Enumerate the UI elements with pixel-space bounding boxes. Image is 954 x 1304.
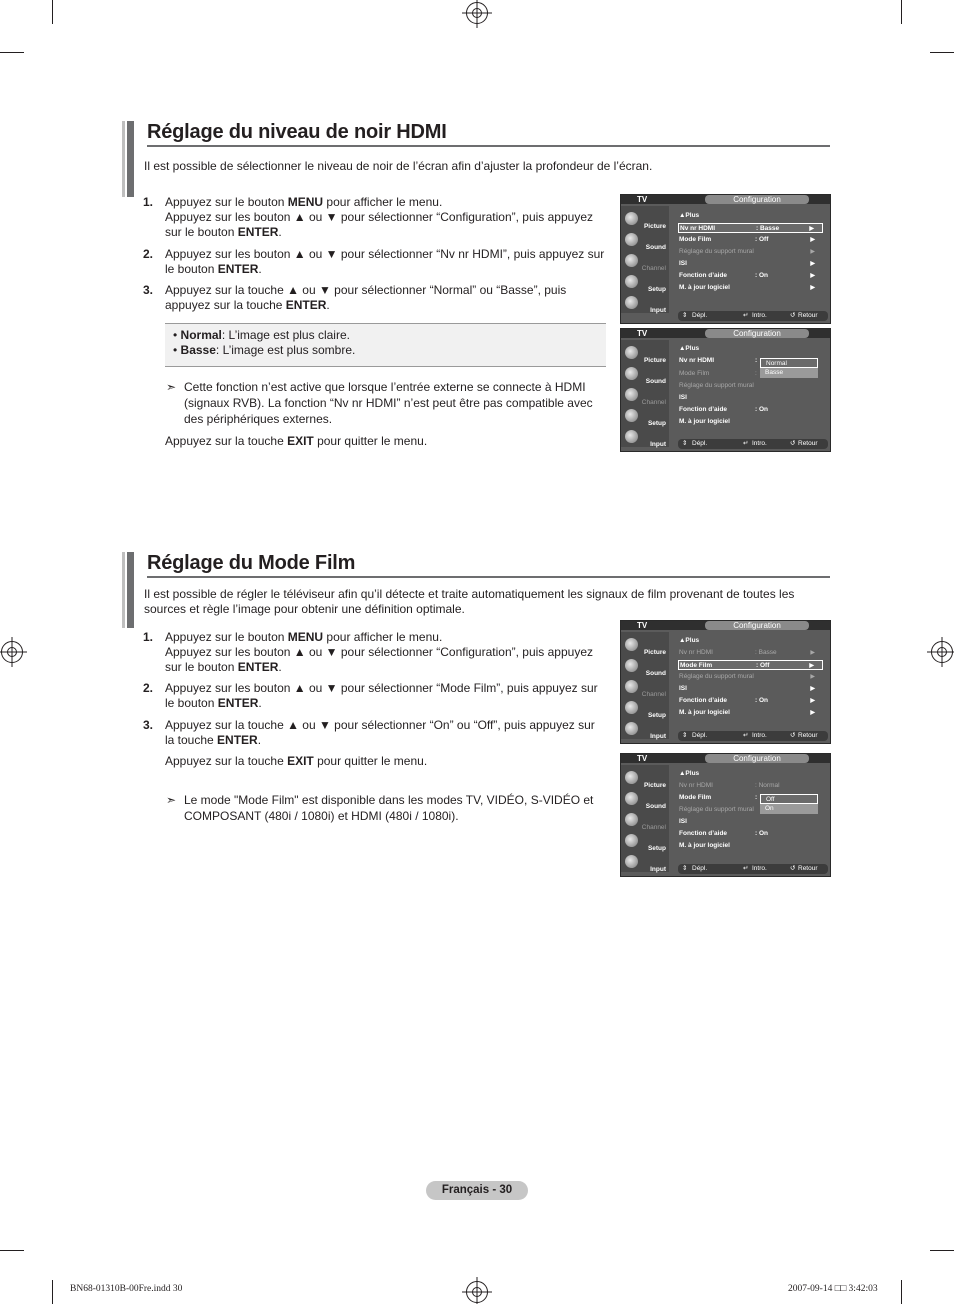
section-bar	[122, 552, 134, 628]
registration-mark-icon	[466, 2, 488, 24]
setup-icon	[625, 275, 638, 288]
osd-dropdown-option: On	[765, 805, 774, 812]
step-text: Appuyez sur le bouton MENU pour afficher le menu. Appuyez sur les bouton ▲ ou ▼ pour sélectionner “Configuration”, puis appuyez sur le bouton ENTER.	[165, 195, 593, 239]
osd-row: Fonction d’aide : On ▶	[679, 697, 815, 704]
osd-row: ISI	[679, 394, 687, 401]
tv-menu-screenshot	[620, 620, 831, 744]
registration-mark-icon	[931, 641, 953, 663]
osd-header: Configuration	[705, 754, 809, 763]
section-title: Réglage du Mode Film	[147, 552, 356, 574]
osd-row: Réglage du support mural	[679, 382, 754, 389]
step-number: 3.	[143, 283, 154, 297]
section-intro: Il est possible de sélectionner le niveau de noir de l’écran afin d’ajuster la profondeur de l’écran.	[144, 159, 653, 173]
osd-footer: ⇕ Dépl. ↵ Intro. ↺ Retour	[678, 439, 828, 449]
enter-icon: ↵	[743, 440, 749, 447]
channel-icon	[625, 680, 638, 693]
osd-sidebar-setup: Setup	[621, 699, 669, 720]
osd-sidebar-sound: Sound	[621, 231, 669, 252]
osd-row: Mode Film : Off ▶	[678, 660, 823, 670]
crop-mark	[0, 1250, 24, 1251]
osd-row: Mode Film : Off ▶	[679, 236, 815, 243]
step-number: 2.	[143, 681, 154, 695]
setup-icon	[625, 701, 638, 714]
step-number: 1.	[143, 195, 154, 209]
osd-sidebar-channel: Channel	[621, 811, 669, 832]
osd-dropdown	[760, 358, 818, 378]
input-icon	[625, 722, 638, 735]
step-number: 3.	[143, 718, 154, 732]
crop-mark	[52, 1280, 53, 1304]
crop-mark	[930, 1250, 954, 1251]
osd-sidebar	[621, 632, 669, 739]
osd-tv-label: TV	[637, 621, 648, 630]
osd-header: Configuration	[705, 329, 809, 338]
osd-row: Réglage du support mural ▶	[679, 248, 815, 255]
osd-tv-label: TV	[637, 195, 648, 204]
osd-plus: ▲Plus	[679, 770, 700, 777]
osd-tv-label: TV	[637, 754, 648, 763]
exit-instruction: Appuyez sur la touche EXIT pour quitter le menu.	[165, 434, 428, 448]
osd-row: Mode Film :	[679, 370, 757, 377]
osd-row: M. à jour logiciel	[679, 842, 730, 849]
osd-dropdown	[760, 794, 818, 814]
osd-tv-label: TV	[637, 329, 648, 338]
osd-sidebar-input: Input	[621, 720, 669, 741]
osd-row: M. à jour logiciel	[679, 418, 730, 425]
osd-row: M. à jour logiciel ▶	[679, 709, 815, 716]
note-arrow-icon: ➣	[166, 793, 177, 807]
picture-icon	[625, 346, 638, 359]
osd-row: Mode Film :	[679, 794, 758, 801]
osd-plus: ▲Plus	[679, 212, 700, 219]
date-slug: 2007-09-14 □□ 3:42:03	[788, 1284, 878, 1294]
osd-sidebar-picture: Picture	[621, 344, 669, 365]
section-divider	[147, 145, 830, 147]
note-text: Cette fonction n’est active que lorsque l’entrée externe se connecte à HDMI (signaux RVB). La fonction “Nv nr HDMI” n’est peut être pas compatible avec des périphériques externes.	[184, 380, 593, 426]
osd-footer: ⇕ Dépl. ↵ Intro. ↺ Retour	[678, 864, 828, 874]
picture-icon	[625, 771, 638, 784]
osd-sidebar-channel: Channel	[621, 678, 669, 699]
option-basse: • Basse: L’image est plus sombre.	[173, 343, 356, 357]
osd-row: ISI ▶	[679, 685, 815, 692]
sound-icon	[625, 233, 638, 246]
osd-dropdown-option: Basse	[765, 369, 784, 376]
input-icon	[625, 296, 638, 309]
sound-icon	[625, 367, 638, 380]
crop-mark	[52, 0, 53, 24]
osd-dropdown-option-selected: Off	[760, 794, 818, 804]
enter-icon: ↵	[743, 312, 749, 319]
exit-instruction: Appuyez sur la touche EXIT pour quitter le menu.	[165, 754, 428, 768]
return-icon: ↺	[790, 312, 796, 319]
osd-sidebar-channel: Channel	[621, 252, 669, 273]
osd-sidebar-picture: Picture	[621, 769, 669, 790]
osd-row: Réglage du support mural	[679, 806, 754, 813]
osd-sidebar-sound: Sound	[621, 790, 669, 811]
note-text: Le mode "Mode Film" est disponible dans les modes TV, VIDÉO, S-VIDÉO et COMPOSANT (480i / 1080i) et HDMI (480i / 1080i).	[184, 793, 594, 823]
input-icon	[625, 430, 638, 443]
osd-sidebar-setup: Setup	[621, 273, 669, 294]
step-number: 2.	[143, 247, 154, 261]
osd-sidebar	[621, 765, 669, 872]
return-icon: ↺	[790, 440, 796, 447]
osd-sidebar-input: Input	[621, 853, 669, 874]
option-normal: • Normal: L’image est plus claire.	[173, 328, 350, 342]
step-number: 1.	[143, 630, 154, 644]
osd-sidebar-setup: Setup	[621, 832, 669, 853]
enter-icon: ↵	[743, 732, 749, 739]
move-icon: ⇕	[682, 865, 688, 872]
picture-icon	[625, 212, 638, 225]
channel-icon	[625, 813, 638, 826]
osd-sidebar-picture: Picture	[621, 210, 669, 231]
osd-header: Configuration	[705, 621, 809, 630]
osd-row: Nv nr HDMI :	[679, 357, 758, 364]
osd-sidebar	[621, 206, 669, 313]
registration-mark-icon	[466, 1281, 488, 1303]
crop-mark	[0, 52, 24, 53]
move-icon: ⇕	[682, 732, 688, 739]
osd-sidebar-setup: Setup	[621, 407, 669, 428]
osd-row: M. à jour logiciel ▶	[679, 284, 815, 291]
section-title: Réglage du niveau de noir HDMI	[147, 121, 447, 143]
osd-sidebar-sound: Sound	[621, 657, 669, 678]
section-divider	[147, 576, 830, 578]
osd-sidebar-input: Input	[621, 428, 669, 449]
osd-row: Réglage du support mural ▶	[679, 673, 815, 680]
osd-header: Configuration	[705, 195, 809, 204]
move-icon: ⇕	[682, 312, 688, 319]
channel-icon	[625, 388, 638, 401]
crop-mark	[901, 0, 902, 24]
osd-row: Fonction d’aide : On ▶	[679, 272, 815, 279]
osd-row: Nv nr HDMI : Basse ▶	[679, 649, 815, 656]
step-text: Appuyez sur la touche ▲ ou ▼ pour sélectionner “On” ou “Off”, puis appuyez sur la touche ENTER.	[165, 718, 595, 747]
setup-icon	[625, 834, 638, 847]
channel-icon	[625, 254, 638, 267]
osd-row: Fonction d’aide : On	[679, 406, 768, 413]
file-slug: BN68-01310B-00Fre.indd 30	[70, 1284, 183, 1294]
osd-row: ISI ▶	[679, 260, 815, 267]
setup-icon	[625, 409, 638, 422]
osd-footer: ⇕ Dépl. ↵ Intro. ↺ Retour	[678, 731, 828, 741]
move-icon: ⇕	[682, 440, 688, 447]
return-icon: ↺	[790, 865, 796, 872]
step-text: Appuyez sur les bouton ▲ ou ▼ pour sélectionner “Nv nr HDMI”, puis appuyez sur le bouton ENTER.	[165, 247, 605, 276]
section-bar	[122, 121, 134, 197]
osd-row: Fonction d’aide : On	[679, 830, 768, 837]
osd-sidebar	[621, 340, 669, 447]
tv-menu-screenshot	[620, 753, 831, 877]
osd-sidebar-sound: Sound	[621, 365, 669, 386]
osd-sidebar-input: Input	[621, 294, 669, 315]
tv-menu-screenshot	[620, 328, 831, 452]
return-icon: ↺	[790, 732, 796, 739]
enter-icon: ↵	[743, 865, 749, 872]
crop-mark	[901, 1280, 902, 1304]
osd-footer: ⇕ Dépl. ↵ Intro. ↺ Retour	[678, 311, 828, 321]
sound-icon	[625, 659, 638, 672]
section-intro: Il est possible de régler le téléviseur afin qu’il détecte et traite automatiquement les signaux de film provenant de toutes les sources et règle l’image pour obtenir une définition optimale.	[144, 587, 795, 616]
step-text: Appuyez sur la touche ▲ ou ▼ pour sélectionner “Normal” ou “Basse”, puis appuyez sur la touche ENTER.	[165, 283, 567, 312]
osd-dropdown-option-selected: Normal	[760, 358, 818, 368]
step-text: Appuyez sur les bouton ▲ ou ▼ pour sélectionner “Mode Film”, puis appuyez sur le bouton ENTER.	[165, 681, 598, 710]
options-box	[165, 323, 606, 367]
picture-icon	[625, 638, 638, 651]
osd-row: ISI	[679, 818, 687, 825]
osd-row: Nv nr HDMI : Basse ▶	[678, 223, 823, 233]
osd-row: Nv nr HDMI : Normal	[679, 782, 780, 789]
page-number: Français - 30	[426, 1181, 528, 1200]
osd-plus: ▲Plus	[679, 345, 700, 352]
crop-mark	[930, 52, 954, 53]
tv-menu-screenshot	[620, 194, 831, 324]
osd-sidebar-picture: Picture	[621, 636, 669, 657]
step-text: Appuyez sur le bouton MENU pour afficher le menu. Appuyez sur les bouton ▲ ou ▼ pour sélectionner “Configuration”, puis appuyez sur le bouton ENTER.	[165, 630, 593, 674]
note-arrow-icon: ➣	[166, 380, 177, 394]
osd-sidebar-channel: Channel	[621, 386, 669, 407]
sound-icon	[625, 792, 638, 805]
registration-mark-icon	[1, 641, 23, 663]
osd-plus: ▲Plus	[679, 637, 700, 644]
input-icon	[625, 855, 638, 868]
